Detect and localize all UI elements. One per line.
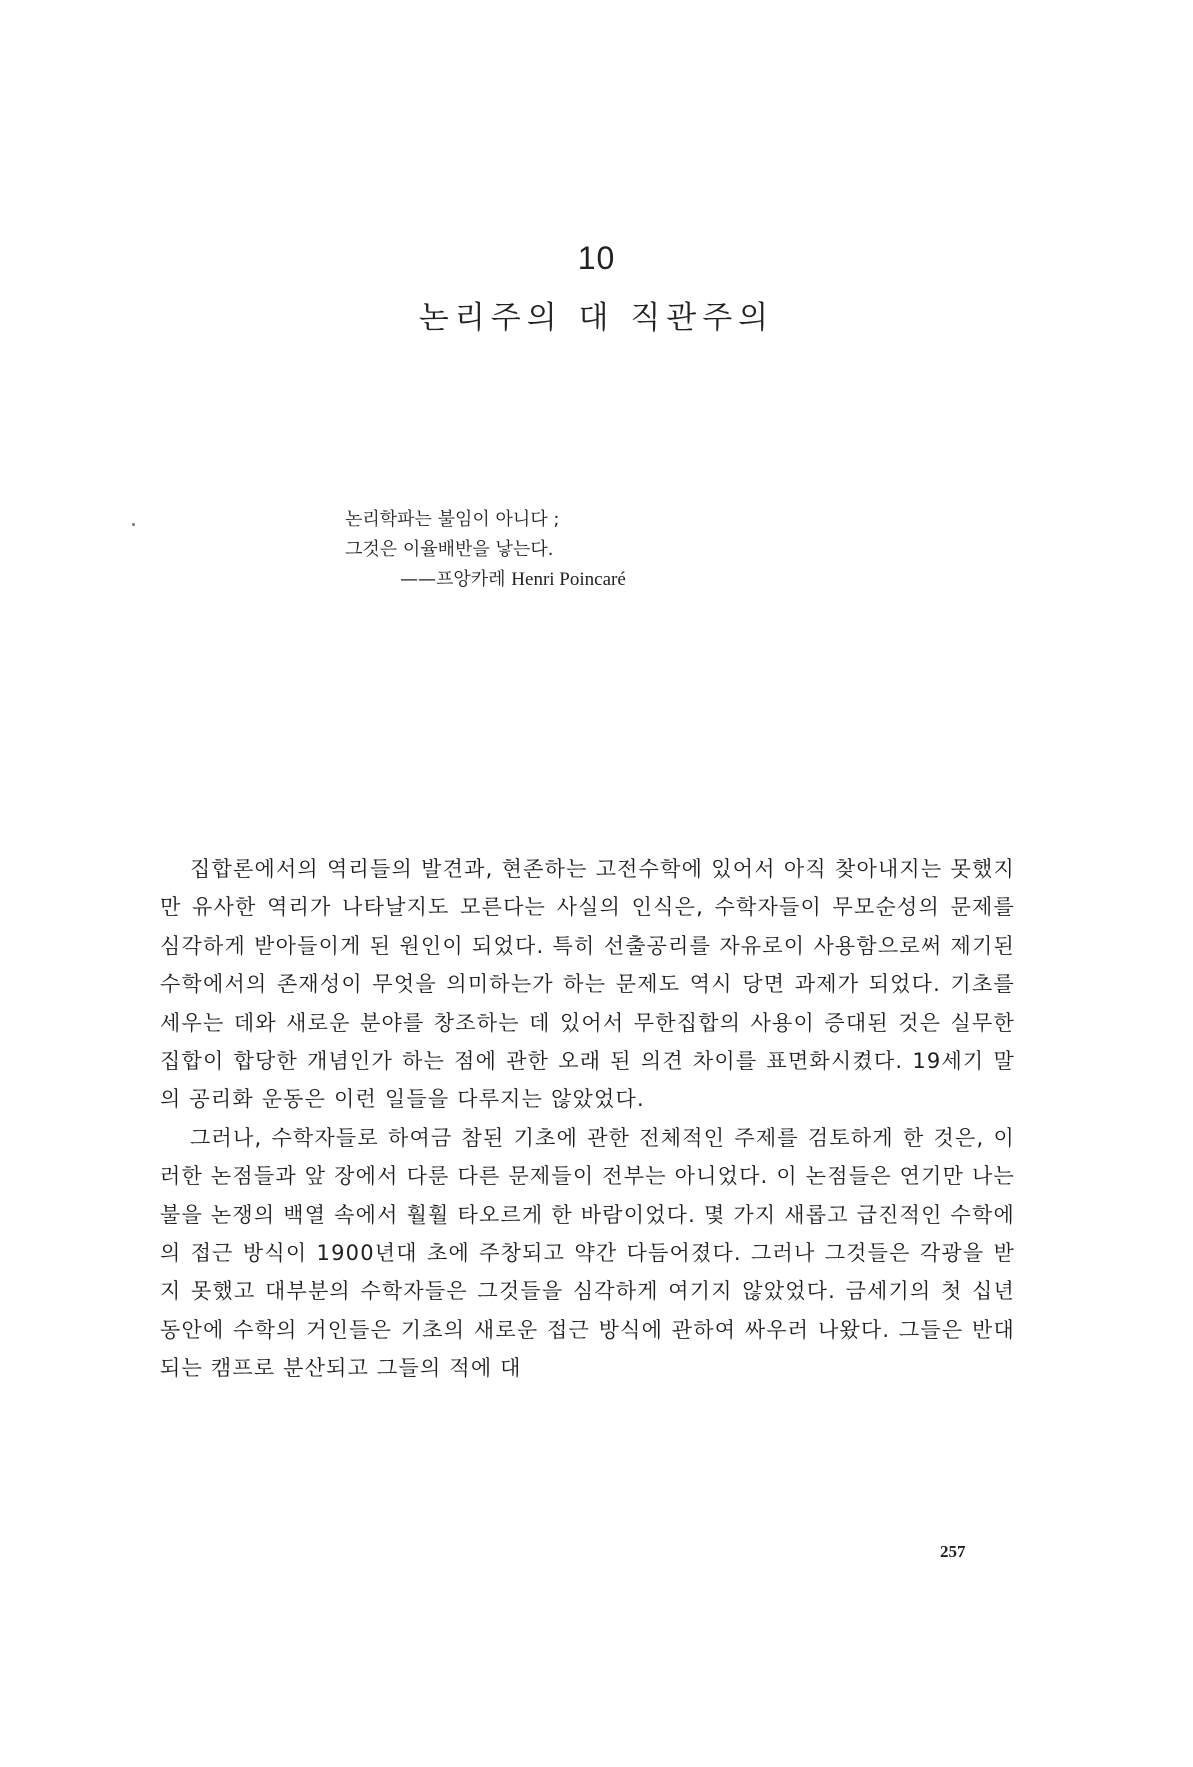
attribution-dash: —— bbox=[400, 569, 436, 590]
scan-speck bbox=[132, 523, 135, 526]
paragraph-1: 집합론에서의 역리들의 발견과, 현존하는 고전수학에 있어서 아직 찾아내지는 못했지만 유사한 역리가 나타날지도 모른다는 사실의 인식은, 수학자들이 무모순성의 문제를 심각하게 받아들이게 된 원인이 되었다. 특히 선출공리를 자유로이 사용함으로써 제기된 수학에서의 존재성이 무엇을 의미하는가 하는 문제도 역시 당면 과제가 되었다. 기초를 세우는 데와 새로운 분야를 창조하는 데 있어서 무한집합의 사용이 증대된 것은 실무한집합이 합당한 개념인가 하는 점에 관한 오래 된 의견 차이를 표면화시켰다. 19세기 말의 공리화 운동은 이런 일들을 다루지는 않았었다. bbox=[160, 857, 1015, 1112]
chapter-title: 논리주의 대 직관주의 bbox=[418, 300, 775, 336]
attribution-name-latin: Henri Poincaré bbox=[511, 569, 626, 590]
epigraph-line-1: 논리학파는 불임이 아니다 ; bbox=[345, 509, 560, 530]
chapter-number: 10 bbox=[577, 240, 616, 276]
paragraph-2: 그러나, 수학자들로 하여금 참된 기초에 관한 전체적인 주제를 검토하게 한 것은, 이러한 논점들과 앞 장에서 다룬 다른 문제들이 전부는 아니었다. 이 논점들은 연기만 나는 불을 논쟁의 백열 속에서 훨훨 타오르게 한 바람이었다. 몇 가지 새롭고 급진적인 수학에의 접근 방식이 1900년대 초에 주창되고 약간 다듬어졌다. 그러나 그것들은 각광을 받지 못했고 대부분의 수학자들은 그것들을 심각하게 여기지 않았었다. 금세기의 첫 십년 동안에 수학의 거인들은 기초의 새로운 접근 방식에 관하여 싸우러 나왔다. 그들은 반대되는 캠프로 분산되고 그들의 적에 대 bbox=[160, 1125, 1015, 1381]
epigraph-line-2: 그것은 이율배반을 낳는다. bbox=[345, 539, 554, 560]
epigraph bbox=[345, 505, 865, 595]
epigraph-attribution bbox=[345, 565, 865, 595]
attribution-name-korean: 프앙카레 bbox=[436, 569, 506, 590]
body-text bbox=[160, 850, 1015, 1388]
page-number: 257 bbox=[940, 1542, 966, 1561]
